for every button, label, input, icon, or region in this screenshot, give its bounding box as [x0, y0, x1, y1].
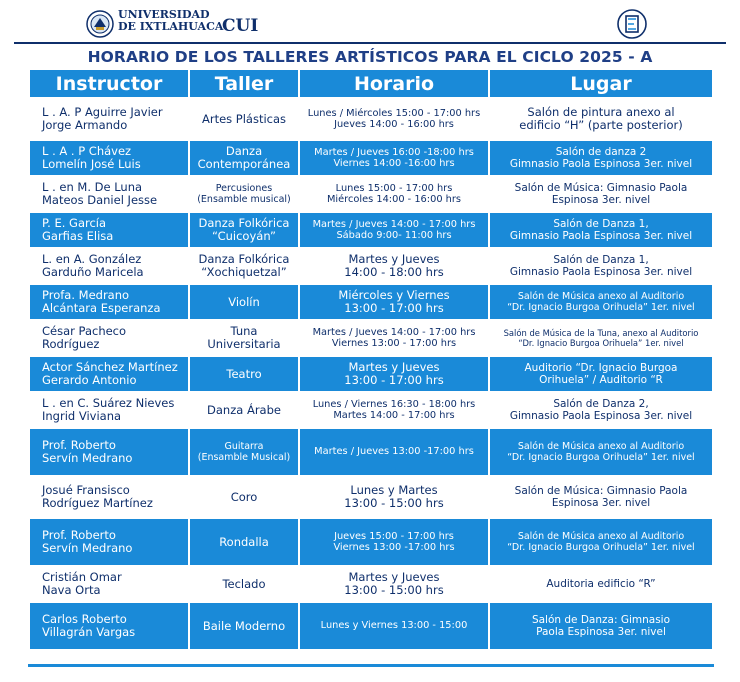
cell-instructor: Prof. Roberto Servín Medrano	[30, 429, 188, 475]
cell-instructor: L. en A. González Garduño Maricela	[30, 249, 188, 283]
table-row	[30, 321, 712, 355]
cell-taller: Rondalla	[190, 519, 298, 565]
cell-horario: Lunes 15:00 - 17:00 hrs Miércoles 14:00 - 16:00 hrs	[300, 177, 488, 211]
cell-instructor: Profa. Medrano Alcántara Esperanza	[30, 285, 188, 319]
cell-instructor: César Pacheco Rodríguez	[30, 321, 188, 355]
cell-horario: Martes y Jueves 13:00 - 15:00 hrs	[300, 567, 488, 601]
table-row	[30, 603, 712, 649]
cell-taller: Guitarra (Ensamble Musical)	[190, 429, 298, 475]
table-header-row	[30, 70, 712, 97]
cell-lugar: Auditorio “Dr. Ignacio Burgoa Orihuela” / Auditorio “R	[490, 357, 712, 391]
table-row	[30, 177, 712, 211]
header-divider	[14, 42, 726, 44]
cell-lugar: Salón de Música anexo al Auditorio “Dr. Ignacio Burgoa Orihuela” 1er. nivel	[490, 285, 712, 319]
table-row	[30, 99, 712, 139]
university-name	[118, 9, 223, 33]
cell-taller: Teclado	[190, 567, 298, 601]
cell-horario: Martes / Jueves 14:00 - 17:00 hrs Sábado 9:00- 11:00 hrs	[300, 213, 488, 247]
cell-instructor: Prof. Roberto Servín Medrano	[30, 519, 188, 565]
cell-lugar: Salón de Música anexo al Auditorio “Dr. Ignacio Burgoa Orihuela” 1er. nivel	[490, 429, 712, 475]
cell-taller: Baile Moderno	[190, 603, 298, 649]
table-row	[30, 429, 712, 475]
cell-instructor: Josué Fransisco Rodríguez Martínez	[30, 477, 188, 517]
cell-lugar: Salón de Danza: Gimnasio Paola Espinosa 3er. nivel	[490, 603, 712, 649]
cell-lugar: Salón de pintura anexo al edificio “H” (parte posterior)	[490, 99, 712, 139]
table-row	[30, 357, 712, 391]
cell-taller: Danza Árabe	[190, 393, 298, 427]
cell-taller: Danza Contemporánea	[190, 141, 298, 175]
university-name-line2: DE IXTLAHUACA	[118, 20, 224, 33]
cell-horario: Martes y Jueves 13:00 - 17:00 hrs	[300, 357, 488, 391]
cell-instructor: L . A. P Aguirre Javier Jorge Armando	[30, 99, 188, 139]
cell-horario: Jueves 15:00 - 17:00 hrs Viernes 13:00 -17:00 hrs	[300, 519, 488, 565]
table-row	[30, 285, 712, 319]
institution-logo-icon	[617, 8, 647, 40]
page-title: HORARIO DE LOS TALLERES ARTÍSTICOS PARA EL CICLO 2025 - A	[87, 48, 653, 66]
cell-instructor: Cristián Omar Nava Orta	[30, 567, 188, 601]
table-row	[30, 141, 712, 175]
cell-horario: Lunes / Viernes 16:30 - 18:00 hrs Martes 14:00 - 17:00 hrs	[300, 393, 488, 427]
table-row	[30, 249, 712, 283]
table-row	[30, 567, 712, 601]
cell-horario: Miércoles y Viernes 13:00 - 17:00 hrs	[300, 285, 488, 319]
cell-taller: Teatro	[190, 357, 298, 391]
cell-taller: Percusiones (Ensamble musical)	[190, 177, 298, 211]
cell-lugar: Salón de Música de la Tuna, anexo al Auditorio “Dr. Ignacio Burgoa Orihuela” 1er. nivel	[490, 321, 712, 355]
column-header-instructor: Instructor	[30, 70, 188, 97]
cell-taller: Violín	[190, 285, 298, 319]
cell-lugar: Salón de Danza 2, Gimnasio Paola Espinosa 3er. nivel	[490, 393, 712, 427]
cell-horario: Martes y Jueves 14:00 - 18:00 hrs	[300, 249, 488, 283]
cell-instructor: P. E. García Garfias Elisa	[30, 213, 188, 247]
cell-lugar: Salón de Danza 1, Gimnasio Paola Espinosa 3er. nivel	[490, 249, 712, 283]
cell-lugar: Salón de Música: Gimnasio Paola Espinosa 3er. nivel	[490, 177, 712, 211]
cell-taller: Artes Plásticas	[190, 99, 298, 139]
cell-horario: Lunes y Viernes 13:00 - 15:00	[300, 603, 488, 649]
cell-horario: Lunes / Miércoles 15:00 - 17:00 hrs Jueves 14:00 - 16:00 hrs	[300, 99, 488, 139]
table-row	[30, 213, 712, 247]
cell-taller: Tuna Universitaria	[190, 321, 298, 355]
column-header-lugar: Lugar	[490, 70, 712, 97]
cell-instructor: L . A . P Chávez Lomelín José Luis	[30, 141, 188, 175]
cell-horario: Lunes y Martes 13:00 - 15:00 hrs	[300, 477, 488, 517]
cell-lugar: Auditoria edificio “R”	[490, 567, 712, 601]
cell-instructor: Actor Sánchez Martínez Gerardo Antonio	[30, 357, 188, 391]
footer-divider	[28, 664, 714, 667]
table-row	[30, 519, 712, 565]
schedule-table	[28, 68, 714, 651]
cell-horario: Martes / Jueves 13:00 -17:00 hrs	[300, 429, 488, 475]
column-header-horario: Horario	[300, 70, 488, 97]
cell-taller: Danza Folkórica “Cuicoyán”	[190, 213, 298, 247]
cell-lugar: Salón de Danza 1, Gimnasio Paola Espinosa 3er. nivel	[490, 213, 712, 247]
university-seal-icon	[86, 10, 114, 38]
cell-instructor: Carlos Roberto Villagrán Vargas	[30, 603, 188, 649]
cell-instructor: L . en M. De Luna Mateos Daniel Jesse	[30, 177, 188, 211]
cell-horario: Martes / Jueves 16:00 -18:00 hrs Viernes 14:00 -16:00 hrs	[300, 141, 488, 175]
cell-horario: Martes / Jueves 14:00 - 17:00 hrs Viernes 13:00 - 17:00 hrs	[300, 321, 488, 355]
cell-taller: Coro	[190, 477, 298, 517]
cell-lugar: Salón de Música: Gimnasio Paola Espinosa 3er. nivel	[490, 477, 712, 517]
cell-lugar: Salón de Música anexo al Auditorio “Dr. Ignacio Burgoa Orihuela” 1er. nivel	[490, 519, 712, 565]
cell-lugar: Salón de danza 2 Gimnasio Paola Espinosa 3er. nivel	[490, 141, 712, 175]
cell-taller: Danza Folkórica “Xochiquetzal”	[190, 249, 298, 283]
table-row	[30, 477, 712, 517]
table-row	[30, 393, 712, 427]
page-header	[0, 0, 740, 44]
cui-label: CUI	[222, 16, 259, 36]
cell-instructor: L . en C. Suárez Nieves Ingrid Viviana	[30, 393, 188, 427]
column-header-taller: Taller	[190, 70, 298, 97]
university-name-line1: UNIVERSIDAD	[118, 8, 210, 21]
